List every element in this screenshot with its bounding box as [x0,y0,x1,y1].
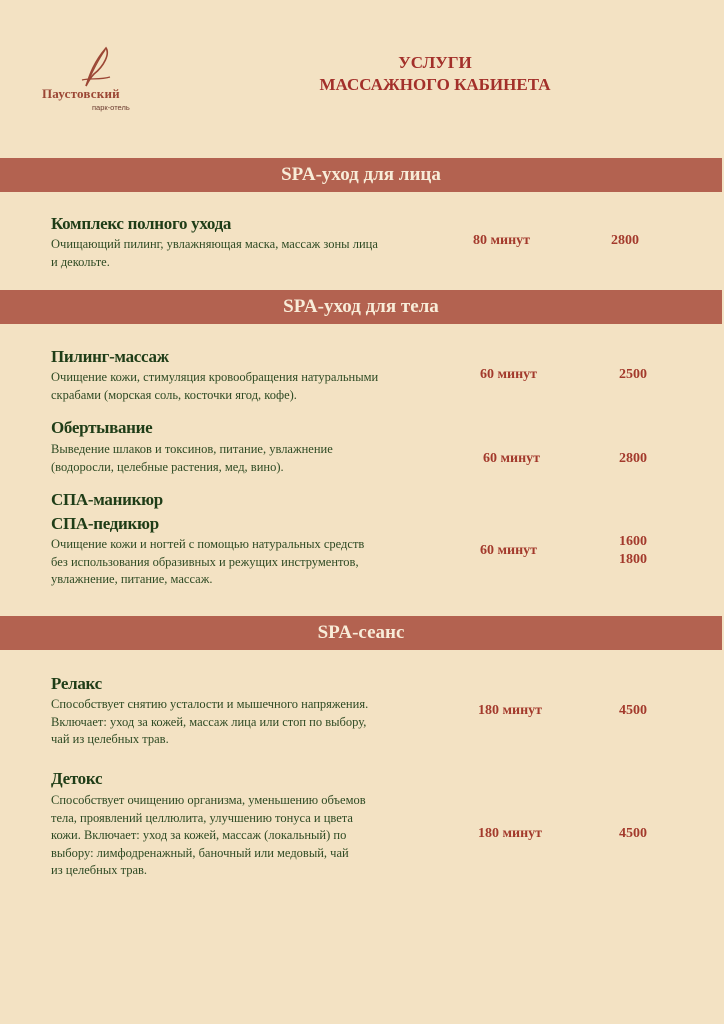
service-description: Очищающий пилинг, увлажняющая маска, массаж зоны лица и декольте. [51,237,378,269]
page-title [270,52,600,96]
section-heading-session: SPA-сеанс [0,616,722,650]
service-price-secondary: 1800 [619,552,647,567]
service-description: Очищение кожи и ногтей с помощью натуральных средств без использования образивных и режущих инструментов, увлажнение, питание, массаж. [51,537,365,586]
section-heading-body: SPA-уход для тела [0,290,722,324]
logo-name: Паустовский [42,86,120,101]
service-price: 4500 [619,826,647,841]
service-duration: 60 минут [480,367,538,382]
service-price: 1600 [619,534,647,549]
service-price: 2500 [619,367,647,382]
title-line-2: МАССАЖНОГО КАБИНЕТА [319,75,551,94]
service-description: Способствует очищению организма, уменьшению объемов тела, проявлений целлюлита, улучшению тонуса и цвета кожи. Включает: уход за кожей, массаж (локальный) по выбору: лимфодренажный, баночный или медовый, чай из целебных трав. [51,793,366,877]
service-name: Детокс [51,769,103,788]
service-name: Обертывание [51,418,153,437]
service-duration: 60 минут [483,451,541,466]
service-price: 2800 [611,233,639,248]
quill-feather-icon [80,44,114,88]
service-duration: 60 минут [480,543,538,558]
service-name: Пилинг-массаж [51,347,169,366]
service-name: СПА-маникюр [51,490,163,509]
service-price: 2800 [619,451,647,466]
service-duration: 180 минут [478,826,543,841]
hotel-logo [40,44,130,114]
service-description: Выведение шлаков и токсинов, питание, увлажнение (водоросли, целебные растения, мед, вино). [51,442,333,474]
logo-subtitle: парк-отель [92,103,130,112]
service-duration: 80 минут [473,233,531,248]
service-name-secondary: СПА-педикюр [51,514,159,533]
service-price: 4500 [619,703,647,718]
service-name: Релакс [51,674,102,693]
section-heading-face: SPA-уход для лица [0,158,722,192]
service-duration: 180 минут [478,703,543,718]
service-description: Очищение кожи, стимуляция кровообращения натуральными скрабами (морская соль, косточки ягод, кофе). [51,370,379,402]
service-description: Способствует снятию усталости и мышечного напряжения. Включает: уход за кожей, массаж лица или стоп по выбору, чай из целебных трав. [51,697,369,746]
title-line-1: УСЛУГИ [398,53,472,72]
service-name: Комплекс полного ухода [51,214,232,233]
